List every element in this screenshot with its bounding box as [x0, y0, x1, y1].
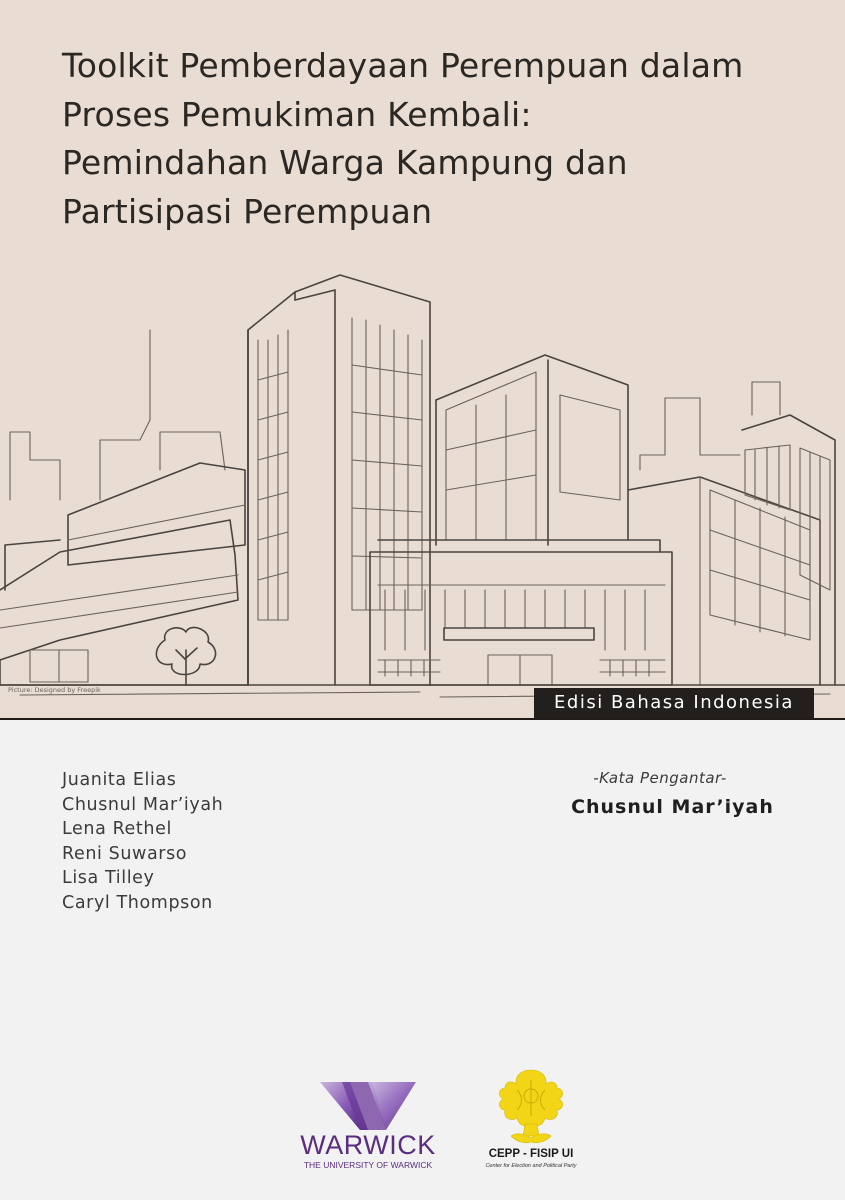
- cover-divider: [0, 718, 845, 720]
- warwick-wordmark: WARWICK: [300, 1130, 436, 1160]
- author-name: Lisa Tilley: [62, 868, 155, 888]
- cepp-logo: [466, 1066, 596, 1176]
- warwick-subtitle: THE UNIVERSITY OF WARWICK: [303, 1160, 433, 1170]
- author-name: Reni Suwarso: [62, 843, 188, 864]
- cepp-wordmark: CEPP - FISIP UI: [488, 1148, 574, 1160]
- foreword-author: Chusnul Mar’iyah: [571, 796, 774, 818]
- author-name: Juanita Elias: [62, 770, 177, 790]
- author-list: [62, 768, 223, 915]
- foreword-label: -Kata Pengantar-: [593, 769, 727, 787]
- title-line-3: Pemindahan Warga Kampung dan: [62, 143, 628, 182]
- makara-ui-emblem-icon: [481, 1066, 581, 1146]
- city-buildings-sketch: [0, 270, 845, 718]
- warwick-logo: [300, 1080, 436, 1172]
- author-name: Chusnul Mar’iyah: [62, 794, 224, 815]
- author-name: Lena Rethel: [62, 819, 172, 839]
- warwick-w-logo-icon: [320, 1080, 416, 1132]
- title-line-1: Toolkit Pemberdayaan Perempuan dalam: [62, 46, 744, 85]
- title-line-2: Proses Pemukiman Kembali:: [62, 94, 532, 134]
- title-line-4: Partisipasi Perempuan: [62, 191, 433, 231]
- cepp-subtitle: Center for Election and Political Party: [485, 1163, 577, 1169]
- cover-title: [62, 42, 822, 236]
- author-name: Caryl Thompson: [62, 892, 213, 913]
- picture-credit: Picture: Designed by Freepik: [8, 686, 101, 694]
- edition-badge: Edisi Bahasa Indonesia: [534, 688, 814, 718]
